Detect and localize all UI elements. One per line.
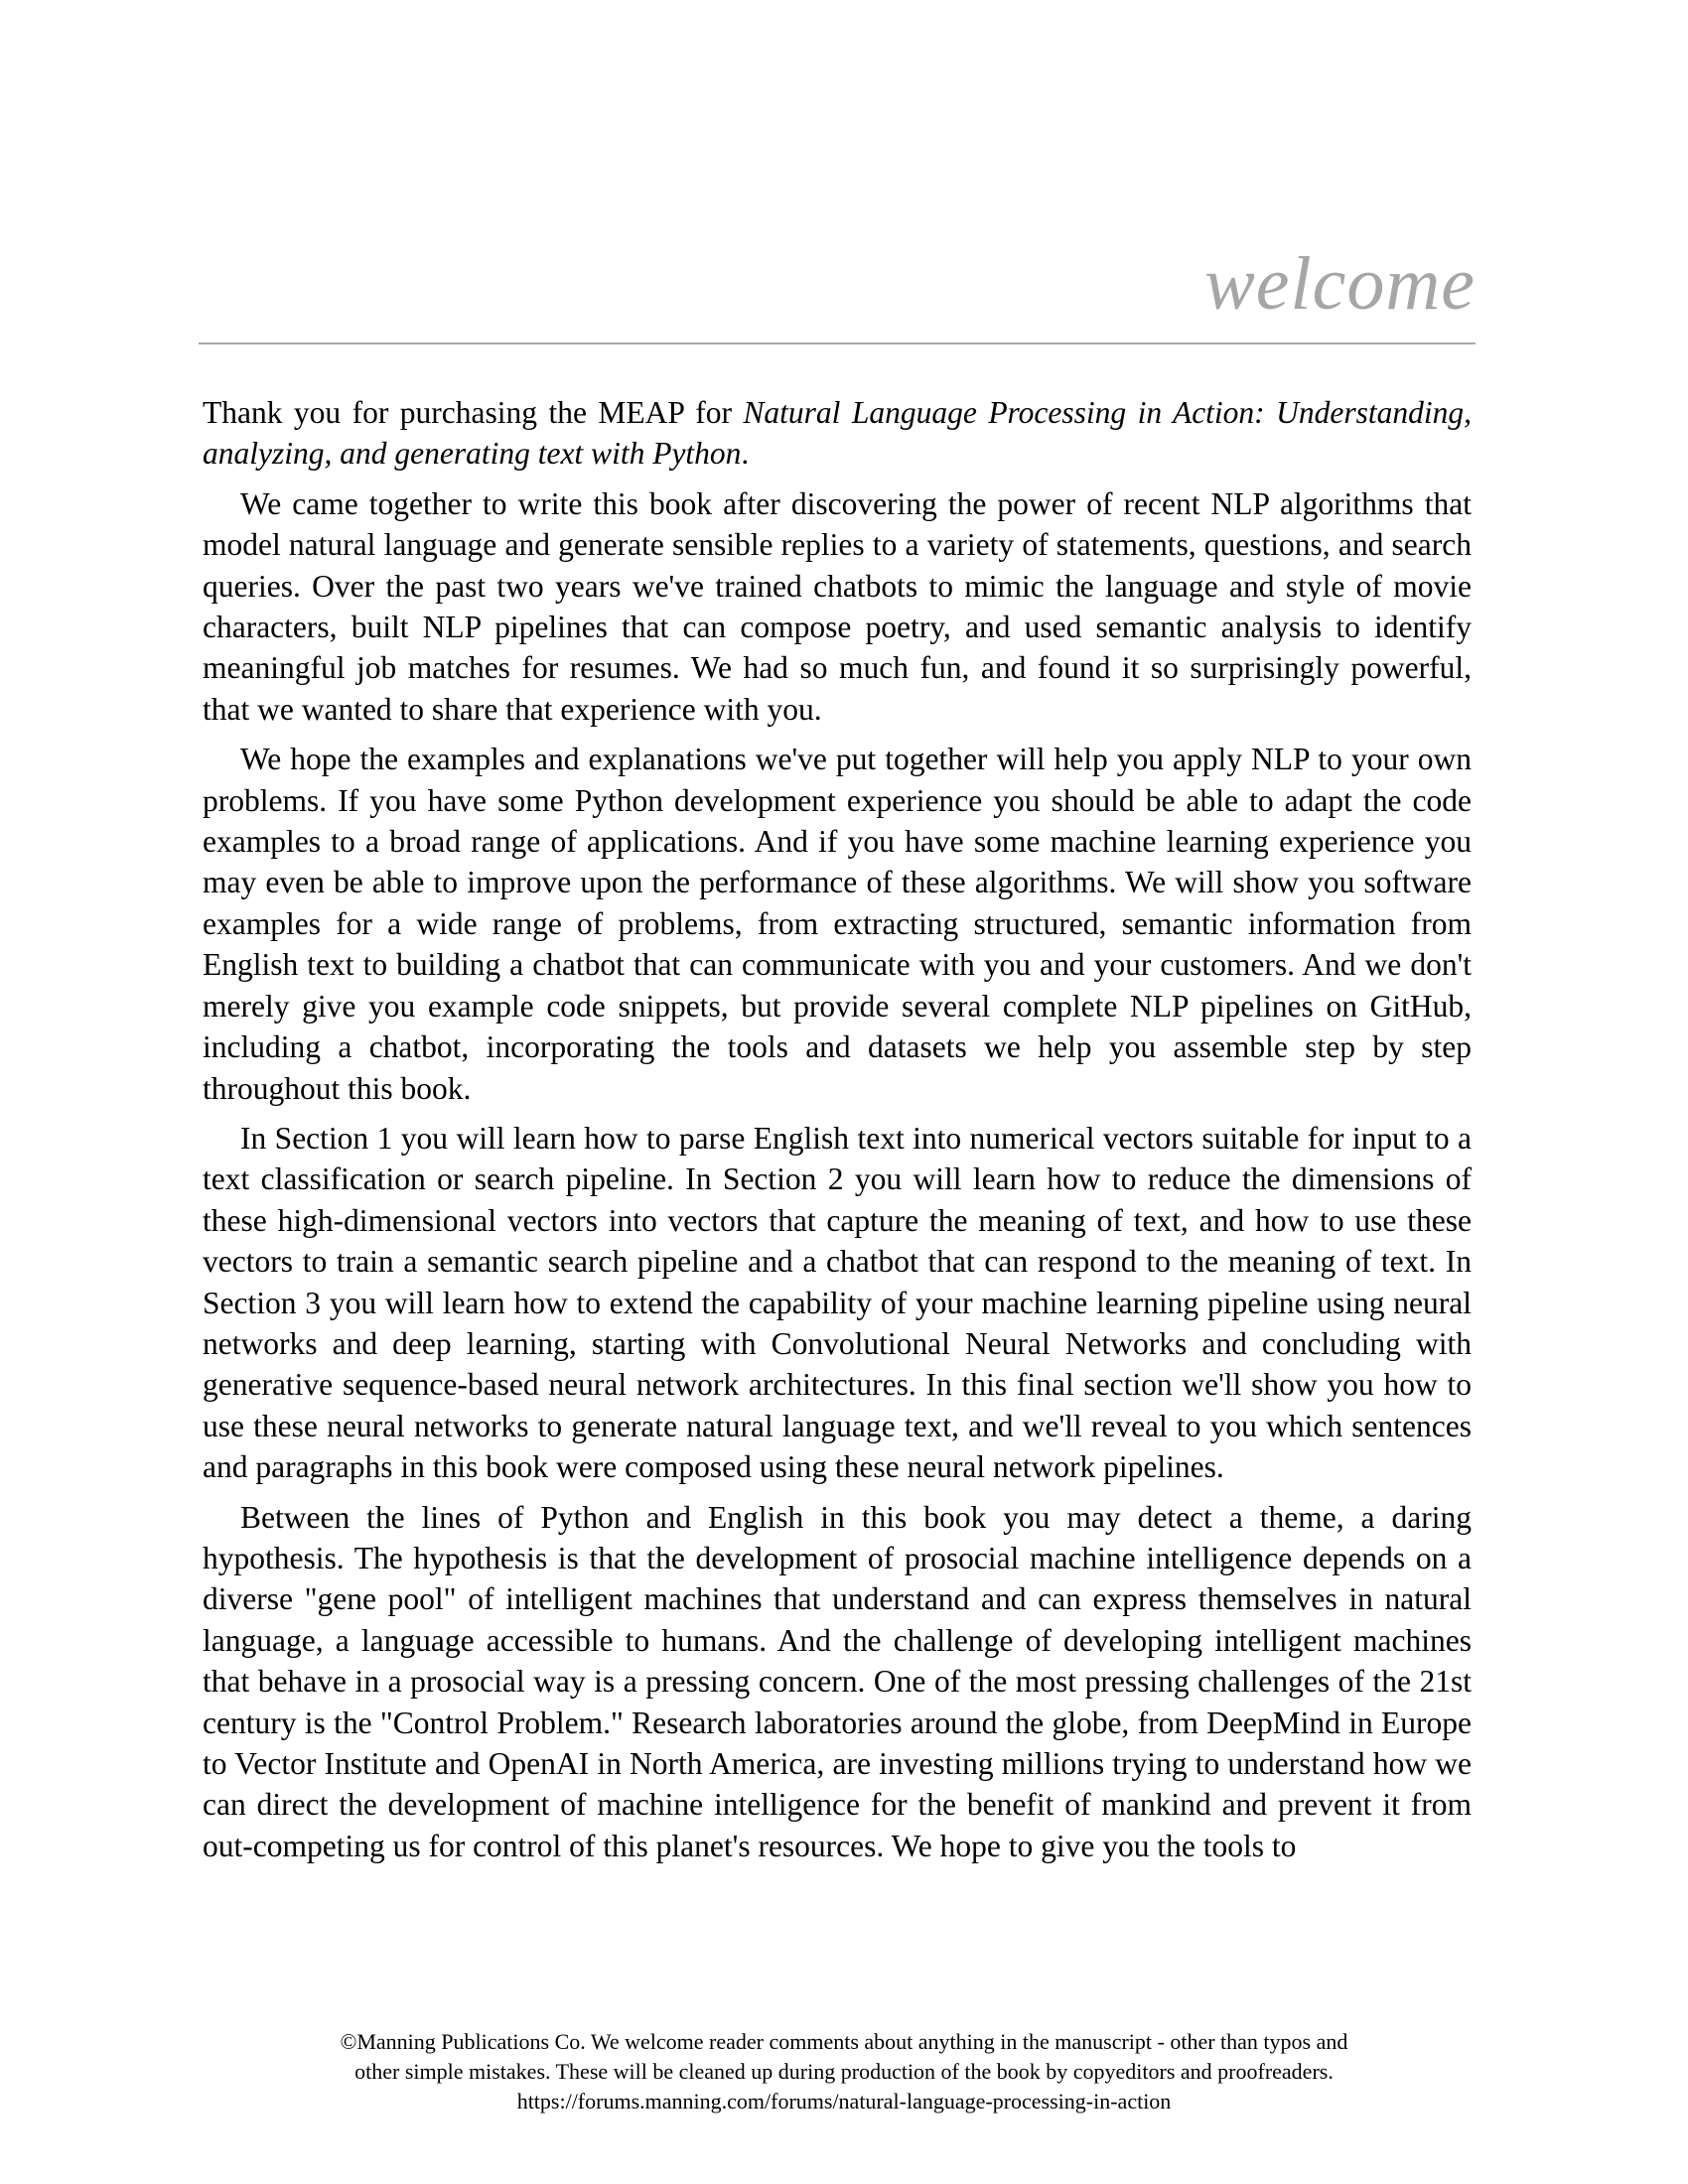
chapter-heading: welcome	[1204, 242, 1476, 326]
document-body	[203, 392, 1472, 1980]
book-title: Natural Language Processing in Action: Understanding, analyzing, and generating text with Python	[203, 395, 1472, 472]
copyright-line: ©Manning Publications Co. We welcome reader comments about anything in the manuscript - other than typos and	[340, 2029, 1348, 2054]
heading-divider	[199, 342, 1476, 344]
paragraph: We hope the examples and explanations we've put together will help you apply NLP to your own problems. If you have some Python development experience you should be able to adapt the code examples to a broad range of applications. And if you have some machine learning experience you may even be able to improve upon the performance of these algorithms. We will show you software examples for a wide range of problems, from extracting structured, semantic information from English text to building a chatbot that can communicate with you and your customers. And we don't merely give you example code snippets, but provide several complete NLP pipelines on GitHub, including a chatbot, incorporating the tools and datasets we help you assemble step by step throughout this book.	[203, 742, 1472, 1106]
forum-link[interactable]: https://forums.manning.com/forums/natural-language-processing-in-action	[516, 2089, 1172, 2114]
intro-paragraph	[203, 392, 1472, 475]
paragraph: Between the lines of Python and English in this book you may detect a theme, a daring hypothesis. The hypothesis is that the development of prosocial machine intelligence depends on a diverse "gene pool" of intelligent machines that understand and can express themselves in natural language, a language accessible to humans. And the challenge of developing intelligent machines that behave in a prosocial way is a pressing concern. One of the most pressing challenges of the 21st century is the "Control Problem." Research laboratories around the globe, from DeepMind in Europe to Vector Institute and OpenAI in North America, are investing millions trying to understand how we can direct the development of machine intelligence for the benefit of mankind and prevent it from out-competing us for control of this planet's resources. We hope to give you the tools to	[203, 1499, 1472, 1863]
intro-prefix: Thank you for purchasing the MEAP for	[203, 395, 744, 430]
copyright-line: other simple mistakes. These will be cleaned up during production of the book by copyeditors and proofreaders.	[354, 2059, 1334, 2084]
intro-suffix: .	[741, 436, 750, 472]
paragraph: We came together to write this book after discovering the power of recent NLP algorithms that model natural language and generate sensible replies to a variety of statements, questions, and search queries. Over the past two years we've trained chatbots to mimic the language and style of movie characters, built NLP pipelines that can compose poetry, and used semantic analysis to identify meaningful job matches for resumes. We had so much fun, and found it so surprisingly powerful, that we wanted to share that experience with you.	[203, 485, 1472, 727]
page-footer	[0, 2027, 1688, 2116]
paragraph: In Section 1 you will learn how to parse English text into numerical vectors suitable for input to a text classification or search pipeline. In Section 2 you will learn how to reduce the dimensions of these high-dimensional vectors into vectors that capture the meaning of text, and how to use these vectors to train a semantic search pipeline and a chatbot that can respond to the meaning of text. In Section 3 you will learn how to extend the capability of your machine learning pipeline using neural networks and deep learning, starting with Convolutional Neural Networks and concluding with generative sequence-based neural network architectures. In this final section we'll show you how to use these neural networks to generate natural language text, and we'll reveal to you which sentences and paragraphs in this book were composed using these neural network pipelines.	[203, 1120, 1472, 1485]
